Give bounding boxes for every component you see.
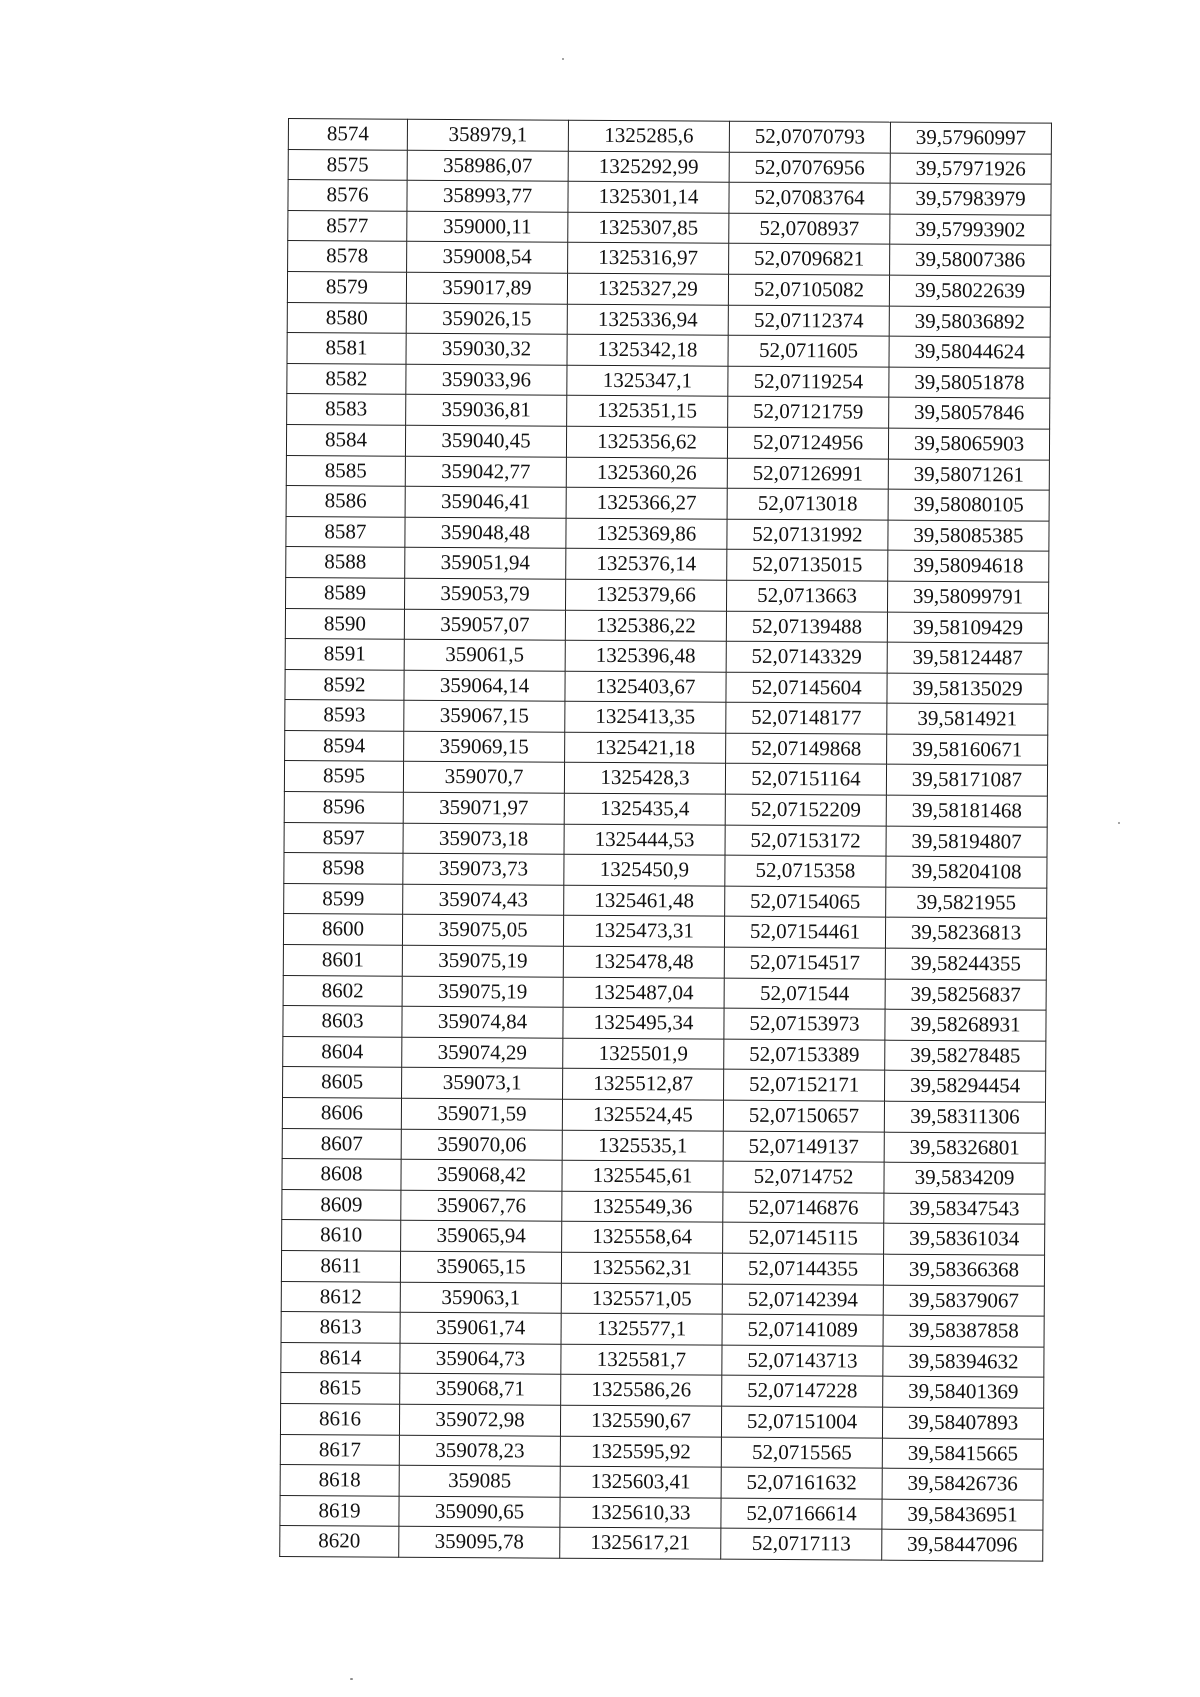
table-row	[286, 516, 1049, 551]
latitude-cell: 52,07143329	[726, 641, 887, 673]
point-number-cell: 8602	[283, 975, 402, 1006]
point-number-cell: 8582	[287, 363, 406, 394]
y-coordinate-cell: 1325376,14	[566, 549, 727, 581]
x-coordinate-cell: 359073,73	[403, 853, 564, 885]
y-coordinate-cell: 1325336,94	[567, 304, 728, 336]
longitude-cell: 39,58080105	[888, 489, 1049, 521]
point-number-cell: 8618	[280, 1465, 399, 1496]
table-row	[281, 1312, 1044, 1347]
y-coordinate-cell: 1325603,41	[560, 1466, 721, 1498]
table-row	[283, 1006, 1046, 1041]
y-coordinate-cell: 1325512,87	[563, 1069, 724, 1101]
longitude-cell: 39,5821955	[886, 887, 1047, 919]
y-coordinate-cell: 1325347,1	[567, 365, 728, 397]
longitude-cell: 39,58347543	[884, 1193, 1045, 1225]
point-number-cell: 8595	[284, 761, 403, 792]
y-coordinate-cell: 1325444,53	[564, 824, 725, 856]
longitude-cell: 39,58171087	[886, 765, 1047, 797]
point-number-cell: 8605	[283, 1067, 402, 1098]
y-coordinate-cell: 1325495,34	[563, 1007, 724, 1039]
x-coordinate-cell: 359075,05	[402, 915, 563, 947]
table-row	[284, 792, 1047, 827]
point-number-cell: 8588	[286, 547, 405, 578]
x-coordinate-cell: 359048,48	[405, 517, 566, 549]
latitude-cell: 52,07154461	[724, 917, 885, 949]
point-number-cell: 8594	[285, 730, 404, 761]
point-number-cell: 8611	[281, 1250, 400, 1281]
x-coordinate-cell: 359071,97	[403, 792, 564, 824]
y-coordinate-cell: 1325617,21	[560, 1527, 721, 1559]
y-coordinate-cell: 1325562,31	[561, 1252, 722, 1284]
x-coordinate-cell: 359074,43	[403, 884, 564, 916]
table-row	[284, 853, 1047, 888]
table-row	[285, 730, 1048, 765]
x-coordinate-cell: 359067,15	[404, 701, 565, 733]
point-number-cell: 8584	[286, 424, 405, 455]
longitude-cell: 39,58181468	[886, 795, 1047, 827]
point-number-cell: 8581	[287, 333, 406, 364]
latitude-cell: 52,07166614	[721, 1498, 882, 1530]
table-row	[287, 271, 1050, 306]
longitude-cell: 39,58057846	[889, 398, 1050, 430]
longitude-cell: 39,58415665	[882, 1438, 1043, 1470]
latitude-cell: 52,07119254	[728, 366, 889, 398]
longitude-cell: 39,58436951	[882, 1499, 1043, 1531]
y-coordinate-cell: 1325478,48	[563, 946, 724, 978]
longitude-cell: 39,58094618	[888, 550, 1049, 582]
table-row	[280, 1465, 1043, 1500]
y-coordinate-cell: 1325571,05	[561, 1283, 722, 1315]
point-number-cell: 8592	[285, 669, 404, 700]
latitude-cell: 52,07076956	[729, 152, 890, 184]
table-row	[283, 914, 1046, 949]
table-row	[288, 180, 1051, 215]
x-coordinate-cell: 358993,77	[407, 180, 568, 212]
y-coordinate-cell: 1325535,1	[562, 1130, 723, 1162]
table-row	[284, 822, 1047, 857]
point-number-cell: 8591	[285, 639, 404, 670]
longitude-cell: 39,58387858	[883, 1315, 1044, 1347]
latitude-cell: 52,07135015	[727, 550, 888, 582]
longitude-cell: 39,57971926	[890, 153, 1051, 185]
point-number-cell: 8578	[288, 241, 407, 272]
latitude-cell: 52,0717113	[721, 1528, 882, 1560]
y-coordinate-cell: 1325450,9	[564, 854, 725, 886]
longitude-cell: 39,58244355	[885, 948, 1046, 980]
longitude-cell: 39,58236813	[885, 918, 1046, 950]
y-coordinate-cell: 1325356,62	[566, 426, 727, 458]
x-coordinate-cell: 359053,79	[405, 578, 566, 610]
latitude-cell: 52,07154065	[725, 886, 886, 918]
longitude-cell: 39,58278485	[885, 1040, 1046, 1072]
x-coordinate-cell: 359061,5	[404, 639, 565, 671]
table-row	[281, 1250, 1044, 1285]
table-row	[282, 1159, 1045, 1194]
latitude-cell: 52,0715565	[721, 1437, 882, 1469]
y-coordinate-cell: 1325577,1	[561, 1313, 722, 1345]
table-row	[281, 1342, 1044, 1377]
point-number-cell: 8579	[287, 271, 406, 302]
latitude-cell: 52,0713663	[726, 580, 887, 612]
y-coordinate-cell: 1325595,92	[560, 1436, 721, 1468]
point-number-cell: 8603	[283, 1006, 402, 1037]
y-coordinate-cell: 1325351,15	[567, 396, 728, 428]
point-number-cell: 8586	[286, 486, 405, 517]
point-number-cell: 8587	[286, 516, 405, 547]
scan-speck	[562, 58, 564, 60]
point-number-cell: 8617	[280, 1434, 399, 1465]
longitude-cell: 39,58256837	[885, 979, 1046, 1011]
y-coordinate-cell: 1325366,27	[566, 487, 727, 519]
x-coordinate-cell: 359075,19	[402, 976, 563, 1008]
y-coordinate-cell: 1325327,29	[567, 273, 728, 305]
x-coordinate-cell: 359067,76	[401, 1190, 562, 1222]
x-coordinate-cell: 359026,15	[406, 303, 567, 335]
table-row	[284, 761, 1047, 796]
latitude-cell: 52,07083764	[729, 182, 890, 214]
y-coordinate-cell: 1325307,85	[568, 212, 729, 244]
point-number-cell: 8590	[285, 608, 404, 639]
x-coordinate-cell: 359073,18	[403, 823, 564, 855]
x-coordinate-cell: 359068,42	[401, 1159, 562, 1191]
longitude-cell: 39,57983979	[890, 183, 1051, 215]
table-row	[286, 455, 1049, 490]
longitude-cell: 39,58394632	[883, 1346, 1044, 1378]
table-row	[281, 1281, 1044, 1316]
y-coordinate-cell: 1325545,61	[562, 1160, 723, 1192]
longitude-cell: 39,57960997	[890, 122, 1051, 154]
table-row	[280, 1526, 1043, 1561]
table-row	[282, 1097, 1045, 1132]
point-number-cell: 8575	[288, 149, 407, 180]
point-number-cell: 8596	[284, 792, 403, 823]
x-coordinate-cell: 359085	[399, 1465, 560, 1497]
x-coordinate-cell: 359046,41	[405, 486, 566, 518]
point-number-cell: 8583	[287, 394, 406, 425]
table-row	[283, 945, 1046, 980]
point-number-cell: 8585	[286, 455, 405, 486]
x-coordinate-cell: 359071,59	[401, 1098, 562, 1130]
longitude-cell: 39,58071261	[888, 459, 1049, 491]
longitude-cell: 39,58401369	[883, 1377, 1044, 1409]
x-coordinate-cell: 359070,7	[403, 762, 564, 794]
table-row	[282, 1189, 1045, 1224]
longitude-cell: 39,58361034	[884, 1224, 1045, 1256]
latitude-cell: 52,07146876	[723, 1192, 884, 1224]
point-number-cell: 8580	[287, 302, 406, 333]
latitude-cell: 52,07070793	[729, 121, 890, 153]
latitude-cell: 52,07154517	[724, 947, 885, 979]
x-coordinate-cell: 359075,19	[402, 945, 563, 977]
point-number-cell: 8589	[286, 577, 405, 608]
latitude-cell: 52,0714752	[723, 1161, 884, 1193]
longitude-cell: 39,58065903	[888, 428, 1049, 460]
y-coordinate-cell: 1325586,26	[561, 1375, 722, 1407]
table-row	[285, 608, 1048, 643]
longitude-cell: 39,5834209	[884, 1162, 1045, 1194]
table-row	[286, 486, 1049, 521]
x-coordinate-cell: 359036,81	[406, 395, 567, 427]
longitude-cell: 39,57993902	[890, 214, 1051, 246]
x-coordinate-cell: 359008,54	[407, 242, 568, 274]
point-number-cell: 8612	[281, 1281, 400, 1312]
table-row	[288, 119, 1051, 154]
table-row	[281, 1373, 1044, 1408]
point-number-cell: 8600	[283, 914, 402, 945]
point-number-cell: 8597	[284, 822, 403, 853]
y-coordinate-cell: 1325501,9	[563, 1038, 724, 1070]
y-coordinate-cell: 1325396,48	[565, 640, 726, 672]
y-coordinate-cell: 1325435,4	[564, 793, 725, 825]
y-coordinate-cell: 1325581,7	[561, 1344, 722, 1376]
latitude-cell: 52,07145604	[726, 672, 887, 704]
latitude-cell: 52,07142394	[722, 1284, 883, 1316]
y-coordinate-cell: 1325386,22	[565, 610, 726, 642]
longitude-cell: 39,58099791	[887, 581, 1048, 613]
y-coordinate-cell: 1325487,04	[563, 977, 724, 1009]
y-coordinate-cell: 1325360,26	[566, 457, 727, 489]
x-coordinate-cell: 359074,29	[402, 1037, 563, 1069]
longitude-cell: 39,58109429	[887, 612, 1048, 644]
table-row	[286, 424, 1049, 459]
latitude-cell: 52,07105082	[728, 274, 889, 306]
longitude-cell: 39,58036892	[889, 306, 1050, 338]
y-coordinate-cell: 1325461,48	[564, 885, 725, 917]
table-row	[287, 363, 1050, 398]
longitude-cell: 39,58204108	[886, 856, 1047, 888]
y-coordinate-cell: 1325316,97	[568, 243, 729, 275]
latitude-cell: 52,0708937	[729, 213, 890, 245]
point-number-cell: 8593	[285, 700, 404, 731]
point-number-cell: 8613	[281, 1312, 400, 1343]
longitude-cell: 39,58407893	[882, 1407, 1043, 1439]
x-coordinate-cell: 359017,89	[406, 272, 567, 304]
table-row	[283, 975, 1046, 1010]
y-coordinate-cell: 1325292,99	[568, 151, 729, 183]
table-row	[287, 394, 1050, 429]
table-row	[280, 1434, 1043, 1469]
longitude-cell: 39,58135029	[887, 673, 1048, 705]
y-coordinate-cell: 1325473,31	[563, 916, 724, 948]
y-coordinate-cell: 1325379,66	[566, 579, 727, 611]
x-coordinate-cell: 359051,94	[405, 548, 566, 580]
latitude-cell: 52,07145115	[723, 1223, 884, 1255]
x-coordinate-cell: 359074,84	[402, 1006, 563, 1038]
latitude-cell: 52,07144355	[722, 1253, 883, 1285]
table-row	[286, 547, 1049, 582]
latitude-cell: 52,07096821	[729, 244, 890, 276]
table-row	[286, 577, 1049, 612]
table-row	[285, 700, 1048, 735]
latitude-cell: 52,07151004	[721, 1406, 882, 1438]
latitude-cell: 52,07148177	[726, 702, 887, 734]
latitude-cell: 52,07124956	[727, 427, 888, 459]
y-coordinate-cell: 1325558,64	[562, 1222, 723, 1254]
table-row	[282, 1128, 1045, 1163]
point-number-cell: 8608	[282, 1159, 401, 1190]
point-number-cell: 8599	[284, 883, 403, 914]
longitude-cell: 39,58085385	[888, 520, 1049, 552]
longitude-cell: 39,58124487	[887, 642, 1048, 674]
x-coordinate-cell: 359068,71	[400, 1374, 561, 1406]
latitude-cell: 52,07149137	[723, 1131, 884, 1163]
point-number-cell: 8598	[284, 853, 403, 884]
table-row	[288, 210, 1051, 245]
point-number-cell: 8614	[281, 1342, 400, 1373]
longitude-cell: 39,58051878	[889, 367, 1050, 399]
y-coordinate-cell: 1325285,6	[568, 120, 729, 152]
longitude-cell: 39,58326801	[884, 1132, 1045, 1164]
x-coordinate-cell: 359042,77	[405, 456, 566, 488]
x-coordinate-cell: 358979,1	[407, 119, 568, 151]
coordinates-table	[279, 118, 1052, 1562]
longitude-cell: 39,58426736	[882, 1468, 1043, 1500]
coordinates-table-body	[280, 119, 1052, 1562]
latitude-cell: 52,07150657	[723, 1100, 884, 1132]
x-coordinate-cell: 359090,65	[399, 1496, 560, 1528]
latitude-cell: 52,07161632	[721, 1467, 882, 1499]
y-coordinate-cell: 1325413,35	[565, 701, 726, 733]
latitude-cell: 52,0713018	[727, 488, 888, 520]
x-coordinate-cell: 359065,94	[401, 1221, 562, 1253]
latitude-cell: 52,07143713	[722, 1345, 883, 1377]
longitude-cell: 39,58007386	[890, 245, 1051, 277]
table-row	[283, 1067, 1046, 1102]
latitude-cell: 52,071544	[724, 978, 885, 1010]
x-coordinate-cell: 359000,11	[407, 211, 568, 243]
latitude-cell: 52,07151164	[725, 764, 886, 796]
y-coordinate-cell: 1325610,33	[560, 1497, 721, 1529]
x-coordinate-cell: 359065,15	[400, 1251, 561, 1283]
latitude-cell: 52,07121759	[728, 397, 889, 429]
x-coordinate-cell: 359069,15	[404, 731, 565, 763]
table-row	[280, 1495, 1043, 1530]
point-number-cell: 8604	[283, 1036, 402, 1067]
longitude-cell: 39,58194807	[886, 826, 1047, 858]
table-row	[282, 1220, 1045, 1255]
latitude-cell: 52,07126991	[727, 458, 888, 490]
longitude-cell: 39,58379067	[883, 1285, 1044, 1317]
point-number-cell: 8615	[281, 1373, 400, 1404]
y-coordinate-cell: 1325549,36	[562, 1191, 723, 1223]
latitude-cell: 52,07139488	[726, 611, 887, 643]
y-coordinate-cell: 1325369,86	[566, 518, 727, 550]
x-coordinate-cell: 359078,23	[399, 1435, 560, 1467]
longitude-cell: 39,58044624	[889, 336, 1050, 368]
latitude-cell: 52,0711605	[728, 335, 889, 367]
x-coordinate-cell: 359030,32	[406, 333, 567, 365]
latitude-cell: 52,07112374	[728, 305, 889, 337]
table-row	[284, 883, 1047, 918]
table-row	[280, 1403, 1043, 1438]
x-coordinate-cell: 359057,07	[404, 609, 565, 641]
latitude-cell: 52,07153973	[724, 1008, 885, 1040]
table-row	[288, 149, 1051, 184]
point-number-cell: 8609	[282, 1189, 401, 1220]
latitude-cell: 52,07147228	[722, 1376, 883, 1408]
x-coordinate-cell: 359064,73	[400, 1343, 561, 1375]
x-coordinate-cell: 359070,06	[401, 1129, 562, 1161]
longitude-cell: 39,5814921	[887, 703, 1048, 735]
longitude-cell: 39,58022639	[889, 275, 1050, 307]
y-coordinate-cell: 1325301,14	[568, 181, 729, 213]
latitude-cell: 52,07153172	[725, 825, 886, 857]
table-row	[285, 669, 1048, 704]
latitude-cell: 52,0715358	[725, 855, 886, 887]
point-number-cell: 8607	[282, 1128, 401, 1159]
point-number-cell: 8576	[288, 180, 407, 211]
latitude-cell: 52,07131992	[727, 519, 888, 551]
point-number-cell: 8610	[282, 1220, 401, 1251]
longitude-cell: 39,58160671	[887, 734, 1048, 766]
x-coordinate-cell: 359063,1	[400, 1282, 561, 1314]
x-coordinate-cell: 359072,98	[399, 1404, 560, 1436]
x-coordinate-cell: 359033,96	[406, 364, 567, 396]
x-coordinate-cell: 358986,07	[407, 150, 568, 182]
longitude-cell: 39,58294454	[885, 1071, 1046, 1103]
table-row	[287, 302, 1050, 337]
y-coordinate-cell: 1325421,18	[565, 732, 726, 764]
longitude-cell: 39,58366368	[883, 1254, 1044, 1286]
y-coordinate-cell: 1325403,67	[565, 671, 726, 703]
scan-speck	[350, 1678, 353, 1680]
longitude-cell: 39,58311306	[884, 1101, 1045, 1133]
table-row	[287, 333, 1050, 368]
point-number-cell: 8574	[288, 119, 407, 150]
point-number-cell: 8601	[283, 945, 402, 976]
x-coordinate-cell: 359061,74	[400, 1312, 561, 1344]
scan-speck	[1118, 822, 1120, 824]
y-coordinate-cell: 1325524,45	[562, 1099, 723, 1131]
latitude-cell: 52,07152171	[724, 1070, 885, 1102]
longitude-cell: 39,58447096	[882, 1529, 1043, 1561]
point-number-cell: 8616	[280, 1403, 399, 1434]
x-coordinate-cell: 359095,78	[399, 1527, 560, 1559]
point-number-cell: 8606	[282, 1097, 401, 1128]
latitude-cell: 52,07153389	[724, 1039, 885, 1071]
x-coordinate-cell: 359040,45	[405, 425, 566, 457]
point-number-cell: 8620	[280, 1526, 399, 1557]
table-row	[283, 1036, 1046, 1071]
x-coordinate-cell: 359073,1	[402, 1068, 563, 1100]
latitude-cell: 52,07141089	[722, 1314, 883, 1346]
latitude-cell: 52,07149868	[726, 733, 887, 765]
table-row	[288, 241, 1051, 276]
latitude-cell: 52,07152209	[725, 794, 886, 826]
x-coordinate-cell: 359064,14	[404, 670, 565, 702]
table-row	[285, 639, 1048, 674]
point-number-cell: 8619	[280, 1495, 399, 1526]
point-number-cell: 8577	[288, 210, 407, 241]
y-coordinate-cell: 1325342,18	[567, 334, 728, 366]
longitude-cell: 39,58268931	[885, 1009, 1046, 1041]
y-coordinate-cell: 1325428,3	[564, 763, 725, 795]
y-coordinate-cell: 1325590,67	[560, 1405, 721, 1437]
